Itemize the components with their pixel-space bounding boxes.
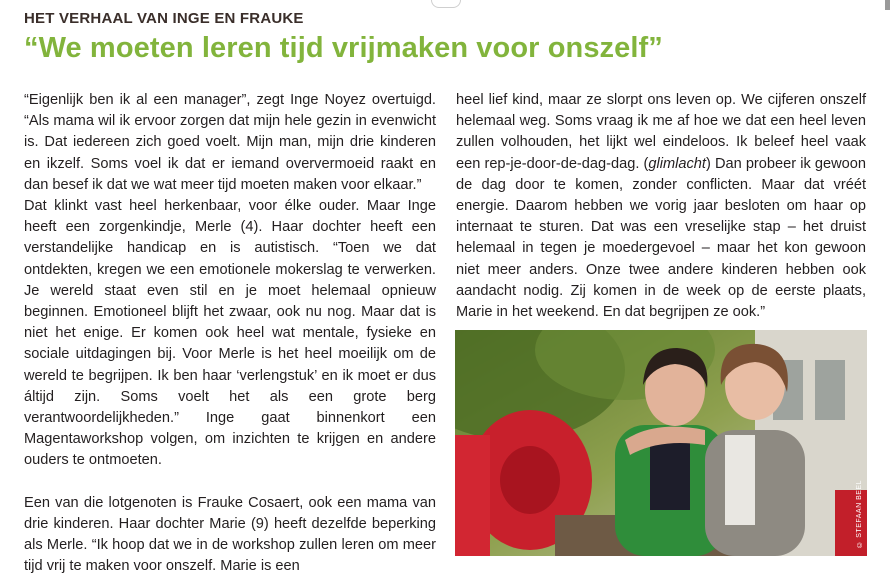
article-headline: “We moeten leren tijd vrijmaken voor onszelf” — [24, 32, 663, 64]
paragraph-frauke: Een van die lotgenoten is Frauke Cosaert, ook een mama van drie kinderen. Haar dochter Marie (9) heeft dezelfde beperking als Merle. “Ik hoop dat we in de workshop zullen leren om meer tijd vrij te maken voor onszelf. Marie is een — [24, 494, 436, 575]
paragraph-continued — [456, 90, 866, 323]
photo-credit: © STEFAAN BEEL — [856, 480, 863, 548]
paragraph-continued-part1: heel lief kind, maar ze slorpt ons leven op. We cijferen onszelf helemaal weg. Soms vraag ik me af hoe we dat een heel leven zullen volhouden, het lijkt wel eindeloos. Ik beleef heel vaak een rep-je-door-de-dag-dag. ( — [456, 92, 866, 172]
page-top-mark — [431, 0, 461, 8]
left-column — [24, 90, 436, 577]
article-photo — [455, 330, 867, 556]
page-corner-mark — [885, 0, 890, 10]
right-column — [456, 90, 866, 323]
paragraph-continued-part2: ) Dan probeer ik gewoon de dag door te komen, zonder conflicten. Maar dat vréét energie. Daarom hebben we vorig jaar besloten om haar op internaat te sturen. Dat was een vreselijke stap – het druist helemaal in tegen je moedergevoel – maar het kon gewoon niet meer anders. Onze twee andere kinderen hebben ook aandacht nodig. Zij komen in de week op de eerste plaats, Marie in het weekend. En dat begrijpen ze ook.” — [456, 155, 866, 321]
paragraph-inge: Dat klinkt vast heel herkenbaar, voor élke ouder. Maar Inge heeft een zorgenkindje, Merle (4). Haar dochter heeft een verstandelijke handicap en is autistisch. “Toen we dat ontdekten, kregen we een emotionele mokerslag te verwerken. Je wereld staat even stil en je moet helemaal opnieuw beginnen. Emotioneel blijft het zwaar, ook nu nog. Maar dat is niet het enige. Er komen ook heel wat mentale, fysieke en sociale uitdagingen bij. Voor Merle is het heel moeilijk om de wereld te begrijpen. Ik ben haar ‘verlengstuk’ en ik moet er dus áltijd zijn. Soms voelt het als een grote berg verantwoordelijkheden.” Inge gaat binnenkort een Magentaworkshop volgen, om inzichten te krijgen en andere ouders te ontmoeten. — [24, 198, 436, 469]
paragraph-continued-italic: glimlacht — [648, 155, 706, 172]
paragraph-intro: “Eigenlijk ben ik al een manager”, zegt Inge Noyez overtuigd. “Als mama wil ik ervoor zorgen dat mijn hele gezin in evenwicht is. Dat iedereen zich goed voelt. Mijn man, mijn drie kinderen en ikzelf. Soms voel ik dat er iemand oververmoeid raakt en dan besef ik dat we wat meer tijd moeten maken voor elkaar.” — [24, 92, 436, 193]
article-kicker: HET VERHAAL VAN INGE EN FRAUKE — [24, 10, 304, 27]
photo-illustration — [455, 330, 867, 556]
